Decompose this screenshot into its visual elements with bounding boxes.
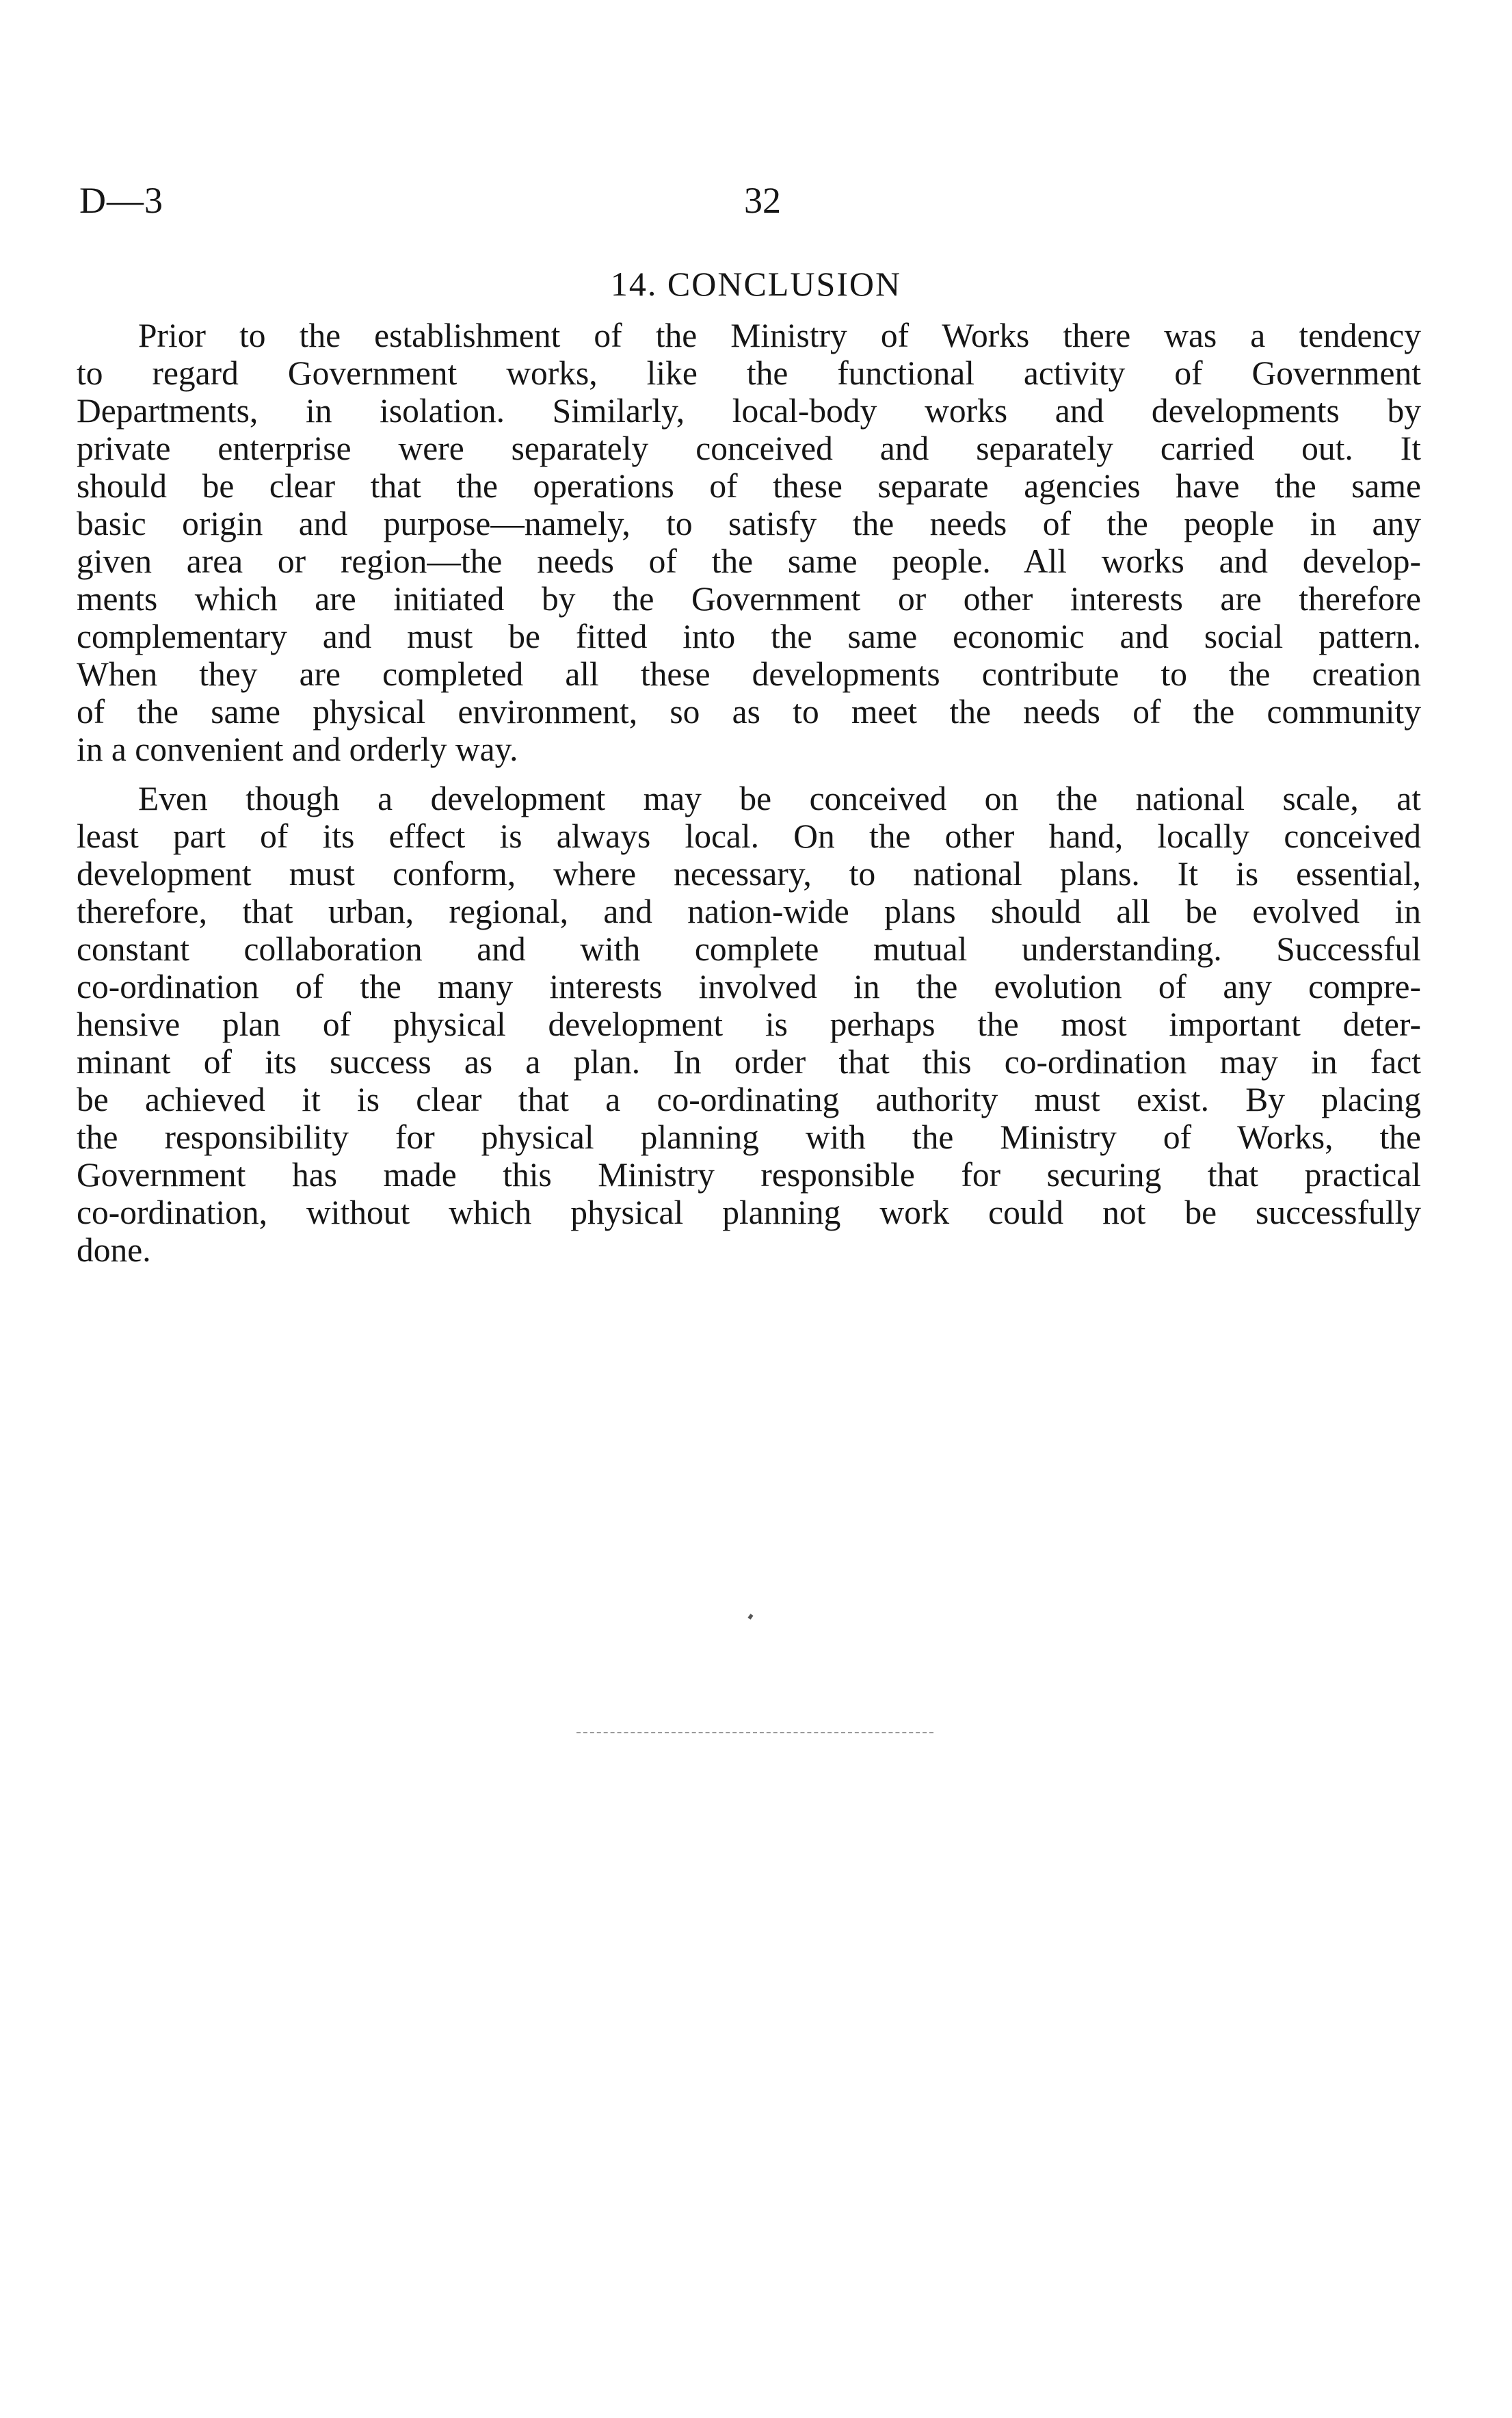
body-text	[77, 317, 1421, 1269]
ink-speck	[747, 1614, 753, 1620]
paragraph-line: Prior to the establishment of the Ministry of Works there was a tendency	[138, 317, 1421, 354]
paragraph-line: should be clear that the operations of these separate agencies have the same	[77, 467, 1421, 505]
paragraph-line: When they are completed all these developments contribute to the creation	[77, 655, 1421, 693]
paragraph-line: therefore, that urban, regional, and nation-wide plans should all be evolved in	[77, 893, 1421, 930]
closing-rule	[576, 1732, 933, 1733]
paragraph-line: Even though a development may be conceived on the national scale, at	[138, 780, 1421, 817]
paragraph-line: complementary and must be fitted into the same economic and social pattern.	[77, 618, 1421, 655]
paragraph-1	[77, 317, 1421, 768]
paragraph-line: Departments, in isolation. Similarly, local-body works and developments by	[77, 392, 1421, 430]
paragraph-line: ments which are initiated by the Government or other interests are therefore	[77, 580, 1421, 618]
paragraph-line: in a convenient and orderly way.	[77, 731, 518, 768]
paragraph-line: Government has made this Ministry responsible for securing that practical	[77, 1156, 1421, 1194]
paragraph-line: given area or region—the needs of the same people. All works and develop-	[77, 542, 1421, 580]
section-title: 14. CONCLUSION	[610, 265, 902, 303]
paragraph-line: minant of its success as a plan. In order that this co-ordination may in fact	[77, 1043, 1421, 1081]
paragraph-line: basic origin and purpose—namely, to satisfy the needs of the people in any	[77, 505, 1421, 542]
paragraph-2	[77, 780, 1421, 1269]
paragraph-line: done.	[77, 1231, 151, 1269]
paragraph-line: to regard Government works, like the functional activity of Government	[77, 354, 1421, 392]
paragraph-line: co-ordination of the many interests involved in the evolution of any compre-	[77, 968, 1421, 1006]
paragraph-gap	[77, 768, 1421, 780]
paragraph-line: private enterprise were separately conceived and separately carried out. It	[77, 430, 1421, 467]
paragraph-line: least part of its effect is always local. On the other hand, locally conceived	[77, 817, 1421, 855]
paragraph-line: co-ordination, without which physical planning work could not be successfully	[77, 1194, 1421, 1231]
page-number: 32	[744, 180, 781, 221]
document-reference: D—3	[79, 180, 163, 221]
paragraph-line: be achieved it is clear that a co-ordinating authority must exist. By placing	[77, 1081, 1421, 1118]
paragraph-line: constant collaboration and with complete mutual understanding. Successful	[77, 930, 1421, 968]
paragraph-line: development must conform, where necessary, to national plans. It is essential,	[77, 855, 1421, 893]
paragraph-line: hensive plan of physical development is perhaps the most important deter-	[77, 1006, 1421, 1043]
paragraph-line: the responsibility for physical planning with the Ministry of Works, the	[77, 1118, 1421, 1156]
paragraph-line: of the same physical environment, so as to meet the needs of the community	[77, 693, 1421, 731]
